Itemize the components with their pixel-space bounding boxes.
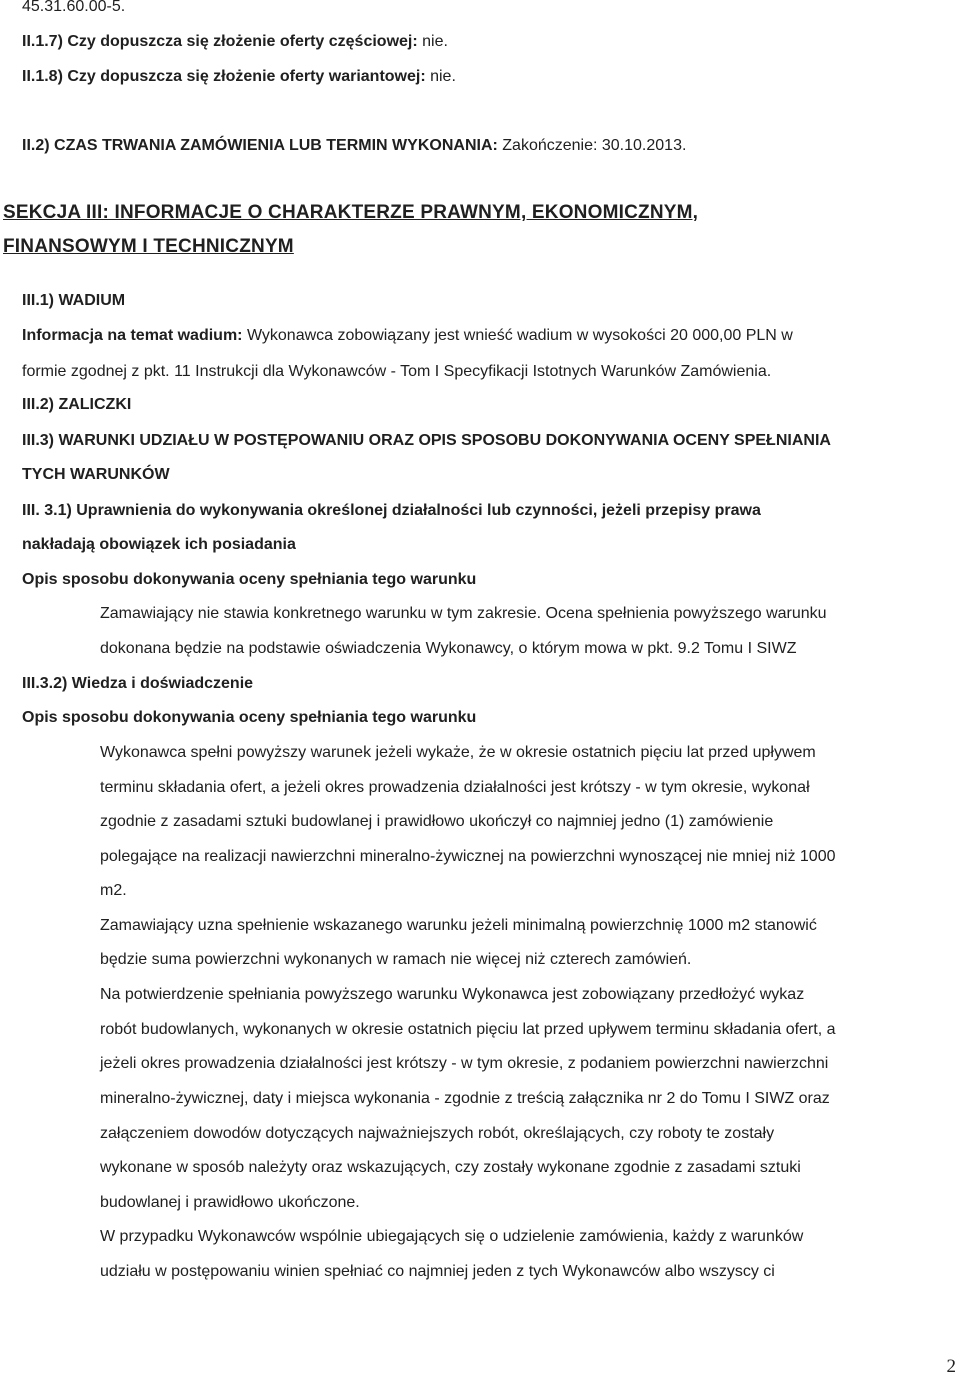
condition-2-text-line: mineralno-żywicznej, daty i miejsca wykonania - zgodnie z treścią załącznika nr 2 do Tomu I SIWZ oraz [100, 1090, 830, 1107]
partial-offer-label: II.1.7) Czy dopuszcza się złożenie oferty częściowej: [22, 33, 418, 50]
wadium-line2: formie zgodnej z pkt. 11 Instrukcji dla Wykonawców - Tom I Specyfikacji Istotnych Warunków Zamówienia. [22, 363, 772, 380]
wadium-text: Wykonawca zobowiązany jest wnieść wadium w wysokości 20 000,00 PLN w [242, 327, 793, 344]
condition-2-text-line: W przypadku Wykonawców wspólnie ubiegających się o udzielenie zamówienia, każdy z warunków [100, 1228, 804, 1245]
cpv-code: 45.31.60.00-5. [22, 0, 126, 15]
condition-2-text-line: Wykonawca spełni powyższy warunek jeżeli wykaże, że w okresie ostatnich pięciu lat przed upływem [100, 744, 816, 761]
condition-2-text-line: budowlanej i prawidłowo ukończone. [100, 1194, 360, 1211]
variant-offer-label: II.1.8) Czy dopuszcza się złożenie oferty wariantowej: [22, 68, 426, 85]
condition-2-opis: Opis sposobu dokonywania oceny spełniania tego warunku [22, 709, 477, 726]
section-heading-line1: SEKCJA III: INFORMACJE O CHARAKTERZE PRAWNYM, EKONOMICZNYM, [3, 202, 699, 223]
condition-2-text-line: polegające na realizacji nawierzchni mineralno-żywicznej na powierzchni wynoszącej nie mniej niż 1000 [100, 848, 836, 865]
wadium-label: Informacja na temat wadium: [22, 327, 243, 344]
condition-1-title-line1: III. 3.1) Uprawnienia do wykonywania określonej działalności lub czynności, jeżeli przepisy prawa [22, 502, 761, 519]
condition-2-text-line: udziału w postępowaniu winien spełniać co najmniej jeden z tych Wykonawców albo wszyscy ci [100, 1263, 775, 1280]
warunki-title-line2: TYCH WARUNKÓW [22, 466, 170, 483]
variant-offer-line [22, 67, 456, 87]
condition-2-text-line: wykonane w sposób należyty oraz wskazujących, czy zostały wykonane zgodnie z zasadami sztuki [100, 1159, 801, 1176]
variant-offer-value: nie. [425, 68, 456, 85]
duration-value: Zakończenie: 30.10.2013. [497, 137, 687, 154]
condition-2-text-line: będzie suma powierzchni wykonanych w ramach nie więcej niż czterech zamówień. [100, 951, 692, 968]
partial-offer-line [22, 32, 448, 52]
condition-2-text-line: jeżeli okres prowadzenia działalności jest krótszy - w tym okresie, z podaniem powierzchni nawierzchni [100, 1055, 829, 1072]
wadium-line1 [22, 326, 793, 346]
warunki-title-line1: III.3) WARUNKI UDZIAŁU W POSTĘPOWANIU ORAZ OPIS SPOSOBU DOKONYWANIA OCENY SPEŁNIANIA [22, 432, 831, 449]
partial-offer-value: nie. [417, 33, 448, 50]
page-number: 2 [946, 1356, 956, 1377]
condition-1-text-line: Zamawiający nie stawia konkretnego warunku w tym zakresie. Ocena spełnienia powyższego warunku [100, 605, 827, 622]
condition-2-text-line: m2. [100, 882, 127, 899]
duration-label: II.2) CZAS TRWANIA ZAMÓWIENIA LUB TERMIN WYKONANIA: [22, 137, 498, 154]
condition-2-text-line: terminu składania ofert, a jeżeli okres prowadzenia działalności jest krótszy - w tym okresie, wykonał [100, 779, 810, 796]
section-heading-line2: FINANSOWYM I TECHNICZNYM [3, 236, 294, 257]
condition-2-title: III.3.2) Wiedza i doświadczenie [22, 675, 254, 692]
wadium-title: III.1) WADIUM [22, 292, 126, 309]
condition-1-title-line2: nakładają obowiązek ich posiadania [22, 536, 296, 553]
zaliczki-title: III.2) ZALICZKI [22, 396, 132, 413]
condition-2-text-line: Zamawiający uzna spełnienie wskazanego warunku jeżeli minimalną powierzchnię 1000 m2 stanowić [100, 917, 817, 934]
condition-2-text-line: załączeniem dowodów dotyczących najważniejszych robót, określających, czy roboty te zostały [100, 1125, 775, 1142]
condition-2-text-line: zgodnie z zasadami sztuki budowlanej i prawidłowo ukończył co najmniej jedno (1) zamówienie [100, 813, 774, 830]
condition-2-text-line: robót budowlanych, wykonanych w okresie ostatnich pięciu lat przed upływem terminu składania ofert, a [100, 1021, 836, 1038]
condition-2-text-line: Na potwierdzenie spełniania powyższego warunku Wykonawca jest zobowiązany przedłożyć wykaz [100, 986, 805, 1003]
duration-line [22, 136, 686, 156]
condition-1-text-line: dokonana będzie na podstawie oświadczenia Wykonawcy, o którym mowa w pkt. 9.2 Tomu I SIWZ [100, 640, 797, 657]
condition-1-opis: Opis sposobu dokonywania oceny spełniania tego warunku [22, 571, 477, 588]
